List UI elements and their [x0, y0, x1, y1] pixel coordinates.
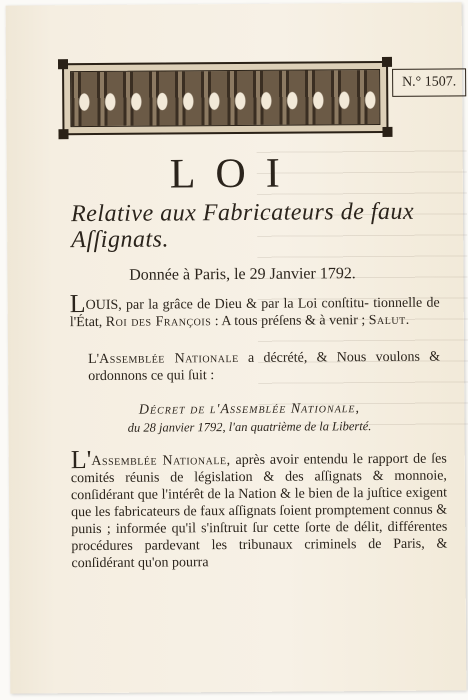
preamble-text-4: & à venir ; — [304, 313, 369, 329]
preamble-paragraph — [69, 289, 440, 332]
document-page — [6, 2, 467, 693]
date-line: Donnée à Paris, le 29 Janvier 1792. — [129, 265, 356, 284]
decret-heading: Décret de l'Assemblée Nationale, — [138, 401, 361, 418]
decree-intro — [70, 349, 440, 386]
decret-heading-block — [64, 401, 434, 437]
body-lead: Assemblée Nationale, — [91, 453, 231, 470]
preamble-drop-cap: L — [69, 289, 86, 319]
corner-ornament — [382, 57, 392, 67]
decree-intro-assemblee: Assemblée Nationale — [99, 350, 239, 367]
decree-intro-line-2: voulons & ordonnons ce qui ſuit : — [88, 349, 441, 385]
body-drop-cap: L' — [70, 445, 92, 475]
preamble-roi: Roi des François — [105, 314, 212, 330]
corner-ornament — [382, 127, 392, 137]
document-subtitle — [71, 199, 431, 254]
corner-ornament — [58, 129, 68, 139]
preamble-text-3: : A tous préſens — [211, 313, 302, 330]
preamble-salut: Salut. — [368, 312, 410, 329]
decorative-header-banner — [62, 61, 388, 135]
page-title: LOI — [169, 150, 300, 198]
body-paragraph — [70, 445, 448, 573]
preamble-text-1: OUIS, par la grâce de Dieu & par la Loi conſtitu- — [85, 296, 369, 314]
decree-intro-b: a décrété, & Nous — [238, 350, 367, 366]
document-number: N.° 1507. — [392, 68, 466, 97]
decret-date: du 28 janvier 1792, l'an quatrième de la Liberté. — [127, 419, 372, 435]
arcade-ornament — [70, 69, 380, 127]
subtitle-line-2: Aſſignats. — [71, 226, 170, 254]
subtitle-line-1: Relative aux Fabricateurs de faux — [70, 198, 415, 228]
decree-intro-a: L' — [88, 351, 100, 368]
preamble-text-2: tionnelle de l'État, — [69, 295, 440, 331]
body-text: après avoir entendu le rapport de ſes comités réunis de législation & des aſſignats & monnoie, conſidérant que l'intérêt de la Nation & le bien de la juſtice exigent que les fabricateurs de faux aſſignats ſoient promptement connus & punis ; informée qu'il s'inſtruit ſur cette ſorte de délit, différentes procédures pardevant les tribunaux criminels de Paris, & conſidérant qu'on pourra — [70, 451, 448, 572]
corner-ornament — [58, 59, 68, 69]
